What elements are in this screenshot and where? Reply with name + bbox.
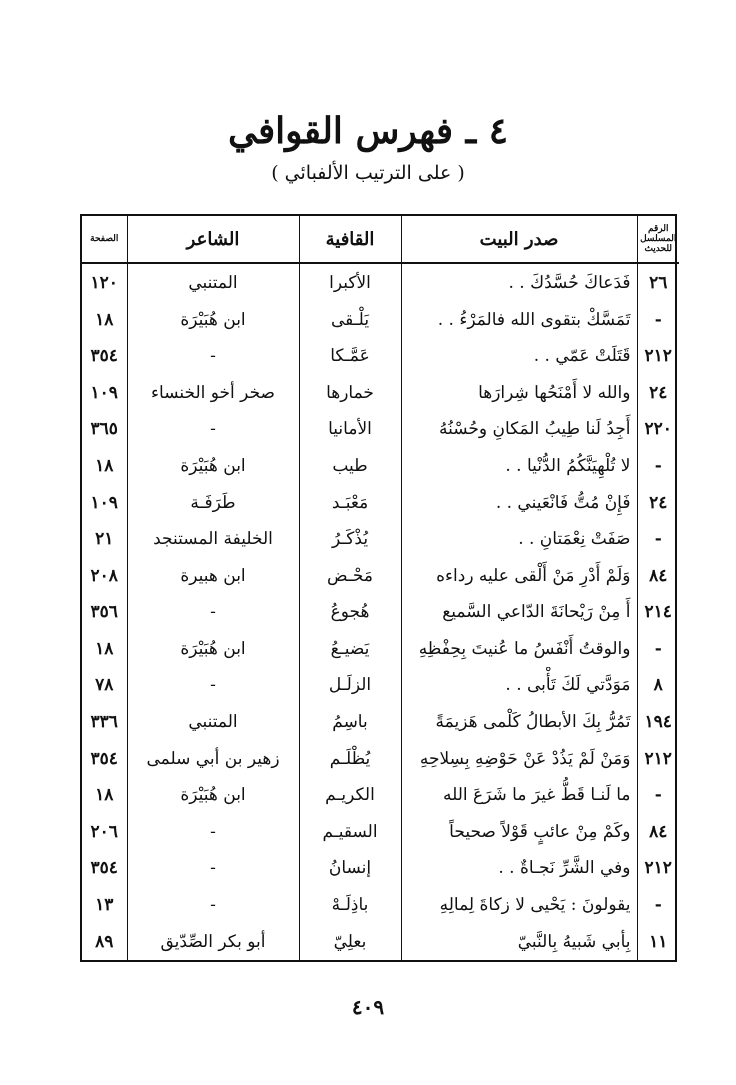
cell-verse: وَلَمْ أَدْرِ مَنْ أَلْقى عليه رداءه [401, 557, 637, 594]
cell-verse: والله لا أَمْنَحُها شِرارَها [401, 375, 637, 412]
table-row [82, 667, 679, 704]
cell-num: - [637, 521, 679, 558]
cell-poet: - [127, 594, 299, 631]
table-row [82, 338, 679, 375]
table-row [82, 594, 679, 631]
page-title: ٤ ـ فهرس القوافي [227, 110, 509, 152]
cell-num: ٨٤ [637, 557, 679, 594]
header-poet: الشاعر [127, 216, 299, 263]
cell-rhyme: الكريـم [299, 777, 401, 814]
cell-page: ٢٠٦ [90, 821, 118, 842]
table-row [82, 375, 679, 412]
cell-rhyme: مَحْـض [299, 557, 401, 594]
page-subtitle: ( على الترتيب الألفبائي ) [271, 162, 465, 184]
cell-poet: ابن هُبَيْرَة [127, 301, 299, 338]
cell-num: ٨ [637, 667, 679, 704]
cell-rhyme: يَلْـقى [299, 301, 401, 338]
cell-page: ٣٥٤ [90, 858, 118, 879]
cell-page: ١٣ [95, 894, 114, 915]
cell-page: ٢٠٨ [90, 565, 118, 586]
cell-verse: لا تُلْهِيَنَّكُمُ الدُّنْيا . . [401, 448, 637, 485]
cell-poet: ابن هُبَيْرَة [127, 631, 299, 668]
header-verse: صدر البيت [401, 216, 637, 263]
cell-rhyme: يُذْكَـرُ [299, 521, 401, 558]
cell-rhyme: بعلِيّ [299, 923, 401, 960]
cell-rhyme: يُظْلَـم [299, 740, 401, 777]
cell-num: - [637, 631, 679, 668]
cell-verse: يقولونَ : يَحْيى لا زكاةَ لِمالِهِ [401, 887, 637, 924]
table-row [82, 887, 679, 924]
cell-poet: أبو بكر الصِّدّيق [127, 923, 299, 960]
cell-page: ١٠٩ [90, 492, 118, 513]
cell-page: ٣٣٦ [90, 712, 118, 733]
header-serial-number: الرقم المسلسل للحديث [637, 216, 679, 263]
cell-verse: تَمَسَّكْ بتقوى الله فالمَرْءُ . . [401, 301, 637, 338]
cell-poet: ابن هبيرة [127, 557, 299, 594]
cell-poet: صخر أخو الخنساء [127, 375, 299, 412]
cell-num: ٨٤ [637, 814, 679, 851]
table-row [82, 301, 679, 338]
cell-rhyme: إنسانُ [299, 850, 401, 887]
cell-poet: المتنبي [127, 704, 299, 741]
cell-poet: - [127, 411, 299, 448]
cell-poet: ابن هُبَيْرَة [127, 777, 299, 814]
cell-rhyme: خمارها [299, 375, 401, 412]
cell-rhyme: الأمانيا [299, 411, 401, 448]
cell-poet: زهير بن أبي سلمى [127, 740, 299, 777]
cell-num: - [637, 777, 679, 814]
cell-num: ٢٤ [637, 375, 679, 412]
table-row [82, 631, 679, 668]
table-row [82, 814, 679, 851]
cell-page: ١٢٠ [90, 272, 118, 293]
table-row [82, 923, 679, 960]
cell-rhyme: السقيـم [299, 814, 401, 851]
cell-page: ١٨ [95, 785, 114, 806]
cell-poet: المتنبي [127, 263, 299, 301]
table-header-row [82, 216, 679, 263]
cell-rhyme: عَمَّـكا [299, 338, 401, 375]
cell-num: ٢١٤ [637, 594, 679, 631]
cell-verse: فَإِنْ مُتُّ فَانْعَيني . . [401, 484, 637, 521]
cell-rhyme: الأكبرا [299, 263, 401, 301]
cell-verse: أَ مِنْ رَيْحانَةَ الدّاعي السَّميع [401, 594, 637, 631]
header-page: الصفحة [82, 216, 127, 263]
cell-page: ١٨ [95, 456, 114, 476]
cell-poet: - [127, 338, 299, 375]
cell-verse: صَفَتْ نِعْمَتانِ . . [401, 521, 637, 558]
cell-verse: بِأبي شَبيهُ بِالنَّبيّ [401, 923, 637, 960]
cell-poet: - [127, 887, 299, 924]
header-rhyme: القافية [299, 216, 401, 263]
cell-num: - [637, 448, 679, 485]
cell-rhyme: مَعْبَـد [299, 484, 401, 521]
table-row [82, 777, 679, 814]
cell-page: ٣٦٥ [90, 419, 118, 440]
cell-num: ٢٢٠ [637, 411, 679, 448]
cell-verse: ما لَنـا قَطُّ غيرَ ما شَرَعَ الله [401, 777, 637, 814]
rhymes-index-table [80, 214, 677, 962]
cell-page: ٣٥٤ [90, 346, 118, 367]
cell-page: ١٨ [95, 309, 114, 330]
cell-page: ١٨ [95, 638, 114, 659]
cell-verse: وكَمْ مِنْ عائبٍ قَوْلاً صحيحاً [401, 814, 637, 851]
table-row [82, 850, 679, 887]
cell-poet: طَرَفَـة [127, 484, 299, 521]
cell-rhyme: يَضيـعُ [299, 631, 401, 668]
cell-num: ٢١٢ [637, 850, 679, 887]
cell-verse: وَمَنْ لَمْ يَذُدْ عَنْ حَوْضِهِ بِسِلاحِهِ [401, 740, 637, 777]
cell-num: ٢١٢ [637, 740, 679, 777]
cell-verse: والوقتُ أَنْفَسُ ما عُنيتَ بِحِفْظِهِ [401, 631, 637, 668]
cell-num: ٢٤ [637, 484, 679, 521]
cell-verse: أَجِدُ لَنا طِيبُ المَكانِ وحُسْنُهُ [401, 411, 637, 448]
cell-num: ١٩٤ [637, 704, 679, 741]
cell-page: ٧٨ [95, 675, 114, 696]
table-row [82, 411, 679, 448]
cell-num: ١١ [637, 923, 679, 960]
cell-poet: - [127, 850, 299, 887]
cell-page: ٣٥٤ [90, 748, 118, 769]
cell-poet: - [127, 814, 299, 851]
table-row [82, 263, 679, 301]
cell-page: ٨٩ [95, 931, 114, 952]
cell-poet: ابن هُبَيْرَة [127, 448, 299, 485]
cell-rhyme: باسِمُ [299, 704, 401, 741]
page-number: ٤٠٩ [351, 995, 385, 1019]
cell-num: - [637, 301, 679, 338]
cell-rhyme: الزلَـل [299, 667, 401, 704]
cell-page: ٢١ [95, 529, 114, 550]
cell-poet: - [127, 667, 299, 704]
table-row [82, 740, 679, 777]
table-row [82, 557, 679, 594]
table-row [82, 484, 679, 521]
cell-num: ٢٦ [637, 263, 679, 301]
cell-verse: مَوَدَّتي لَكَ تَأْبى . . [401, 667, 637, 704]
cell-verse: قَتَلَتْ عَمّي . . [401, 338, 637, 375]
cell-rhyme: هُجوعُ [299, 594, 401, 631]
cell-num: - [637, 887, 679, 924]
cell-num: ٢١٢ [637, 338, 679, 375]
table-row [82, 448, 679, 485]
table-row [82, 704, 679, 741]
cell-verse: وفي الشَّرِّ نَجـاةٌ . . [401, 850, 637, 887]
cell-page: ٣٥٦ [90, 602, 118, 623]
cell-rhyme: طيب [299, 448, 401, 485]
cell-verse: تَمُرُّ بِكَ الأبطالُ كَلْمى هَزيمَةً [401, 704, 637, 741]
cell-poet: الخليفة المستنجد [127, 521, 299, 558]
cell-verse: فَدَعاكَ حُسَّدُكَ . . [401, 263, 637, 301]
table-row [82, 521, 679, 558]
cell-rhyme: باذِلَـهْ [299, 887, 401, 924]
cell-page: ١٠٩ [90, 382, 118, 403]
